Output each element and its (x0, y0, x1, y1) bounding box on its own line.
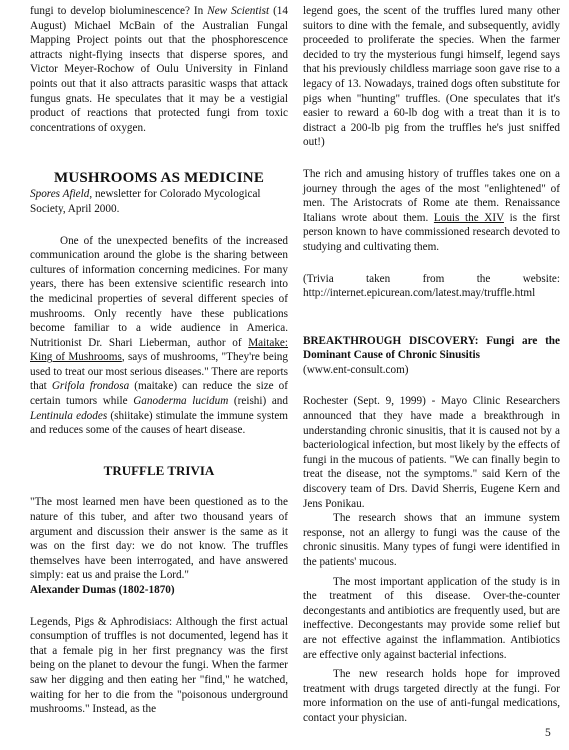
quote-author: Alexander Dumas (1802-1870) (30, 584, 175, 596)
left-column (30, 4, 288, 717)
breakthrough-paragraph-1: Rochester (Sept. 9, 1999) - Mayo Clinic Researchers announced that they have made a breakthrough in understanding chronic sinusitis, that it is caused not by a bacteriological infection, but most likely by the effects of fungi in the mucous of patients. "We can finally begin to treat the disease, not the symptoms." said Kern of the discovery team of Drs. David Sherris, Eugene Kern and Jens Ponikau. (303, 395, 560, 510)
section-title-mushrooms-medicine: MUSHROOMS AS MEDICINE (53, 170, 265, 187)
legend-continuation: legend goes, the scent of the truffles lured many other suitors to dine with the female, and subsequently, avidly proceeded to proliferate the species. When the farmer decided to try the mysterious fungi himself, legend says that his previously childless marriage soon gave rise to a legacy of 13. Nowadays, trained dogs often substitute for pigs when "hunting" truffles. (One speculates that it's easier to reward a 60-lb dog with a treat than it is to distract a 200-lb pig from the truffles he's just sniffed out!) (303, 5, 560, 149)
page-number: 5 (545, 727, 551, 739)
breakthrough-paragraph-4: The new research holds hope for improved treatment with drugs targeted directly at the fungi. For more information on the use of anti-fungal medications, contact your physician. (303, 668, 560, 724)
breakthrough-website: (www.ent-consult.com) (303, 363, 409, 376)
legends-paragraph: Legends, Pigs & Aphrodisiacs: Although the first actual consumption of truffles is not documented, legend has it that a female pig in her first pregnancy was the first being on the planet to devour the fungi. When the farmer saw her digging and then eating her "find," he watched, waiting for her to die from the "poisonous underground mushrooms." Instead, as the (30, 615, 288, 716)
section-source: Spores Afield, newsletter for Colorado Mycological Society, April 2000. (30, 188, 261, 215)
breakthrough-heading: BREAKTHROUGH DISCOVERY: Fungi are the Dominant Cause of Chronic Sinusitis (303, 334, 560, 362)
dumas-quote: "The most learned men have been questioned as to the nature of this tuber, and after two thousand years of argument and discussion their answer is the same as it was on the first day: we do not know. The truffles themselves have been interrogated, and have answered simply: eat us and praise the Lord." (30, 496, 288, 582)
trivia-source: (Trivia taken from the website: http://internet.epicurean.com/latest.may/truffle.html (303, 272, 560, 300)
medicine-paragraph: One of the unexpected benefits of the increased communication around the globe is the sharing between cultures of information concerning medicines. For many years, there has been extensive scientific research into the medicinal properties of several different species of mushrooms. Only recently have these publications become familiar to a wide audience in America. Nutritionist Dr. Shari Lieberman, author of Maitake: King of Mushrooms, says of mushrooms, "They're being used to treat our most serious diseases." There are reports that Grifola frondosa (maitake) can reduce the size of certain tumors while Ganoderma lucidum (reishi) and Lentinula edodes (shiitake) stimulate the immune system and reduces some of the causes of heart disease. (30, 234, 288, 437)
louis-xiv-link: Louis the XIV (433, 211, 504, 224)
history-paragraph: The rich and amusing history of truffles takes one on a journey through the ages of the most "enlightened" of men. The Aristocrats of Rome ate them. Renaissance Italians wrote about them. Louis the XIV is the first person known to have commissioned research devoted to studying and cultivating them. (303, 167, 560, 253)
breakthrough-paragraph-3: The most important application of the study is in the treatment of this disease. Over-the-counter decongestants and antibiotics are frequently used, but are ineffective. Decongestants may provide some relief but are not effective against the inflammation. Antibiotics are effective only against bacterial infections. (303, 575, 560, 661)
bioluminescence-paragraph: fungi to develop bioluminescence? In New Scientist (14 August) Michael McBain of the Australian Fungal Mapping Project points out that the phosphorescence attracts night-flying insects that disperse spores, and Victor Meyer-Rochow of Oulu University in Finland points out that it also attracts parasitic wasps that attack fungus gnats. He speculates that it may be a vestigial product of reactions that protected fungi from toxic concentrations of oxygen. (30, 5, 288, 134)
book-title: Maitake: King of Mushrooms (30, 336, 288, 364)
breakthrough-paragraph-2: The research shows that an immune system response, not an allergy to fungi was the cause of the chronic sinusitis. Many types of fungi were identified in the patients' mucous. (303, 512, 560, 568)
right-column (303, 4, 560, 726)
section-title-truffle-trivia: TRUFFLE TRIVIA (103, 462, 215, 478)
